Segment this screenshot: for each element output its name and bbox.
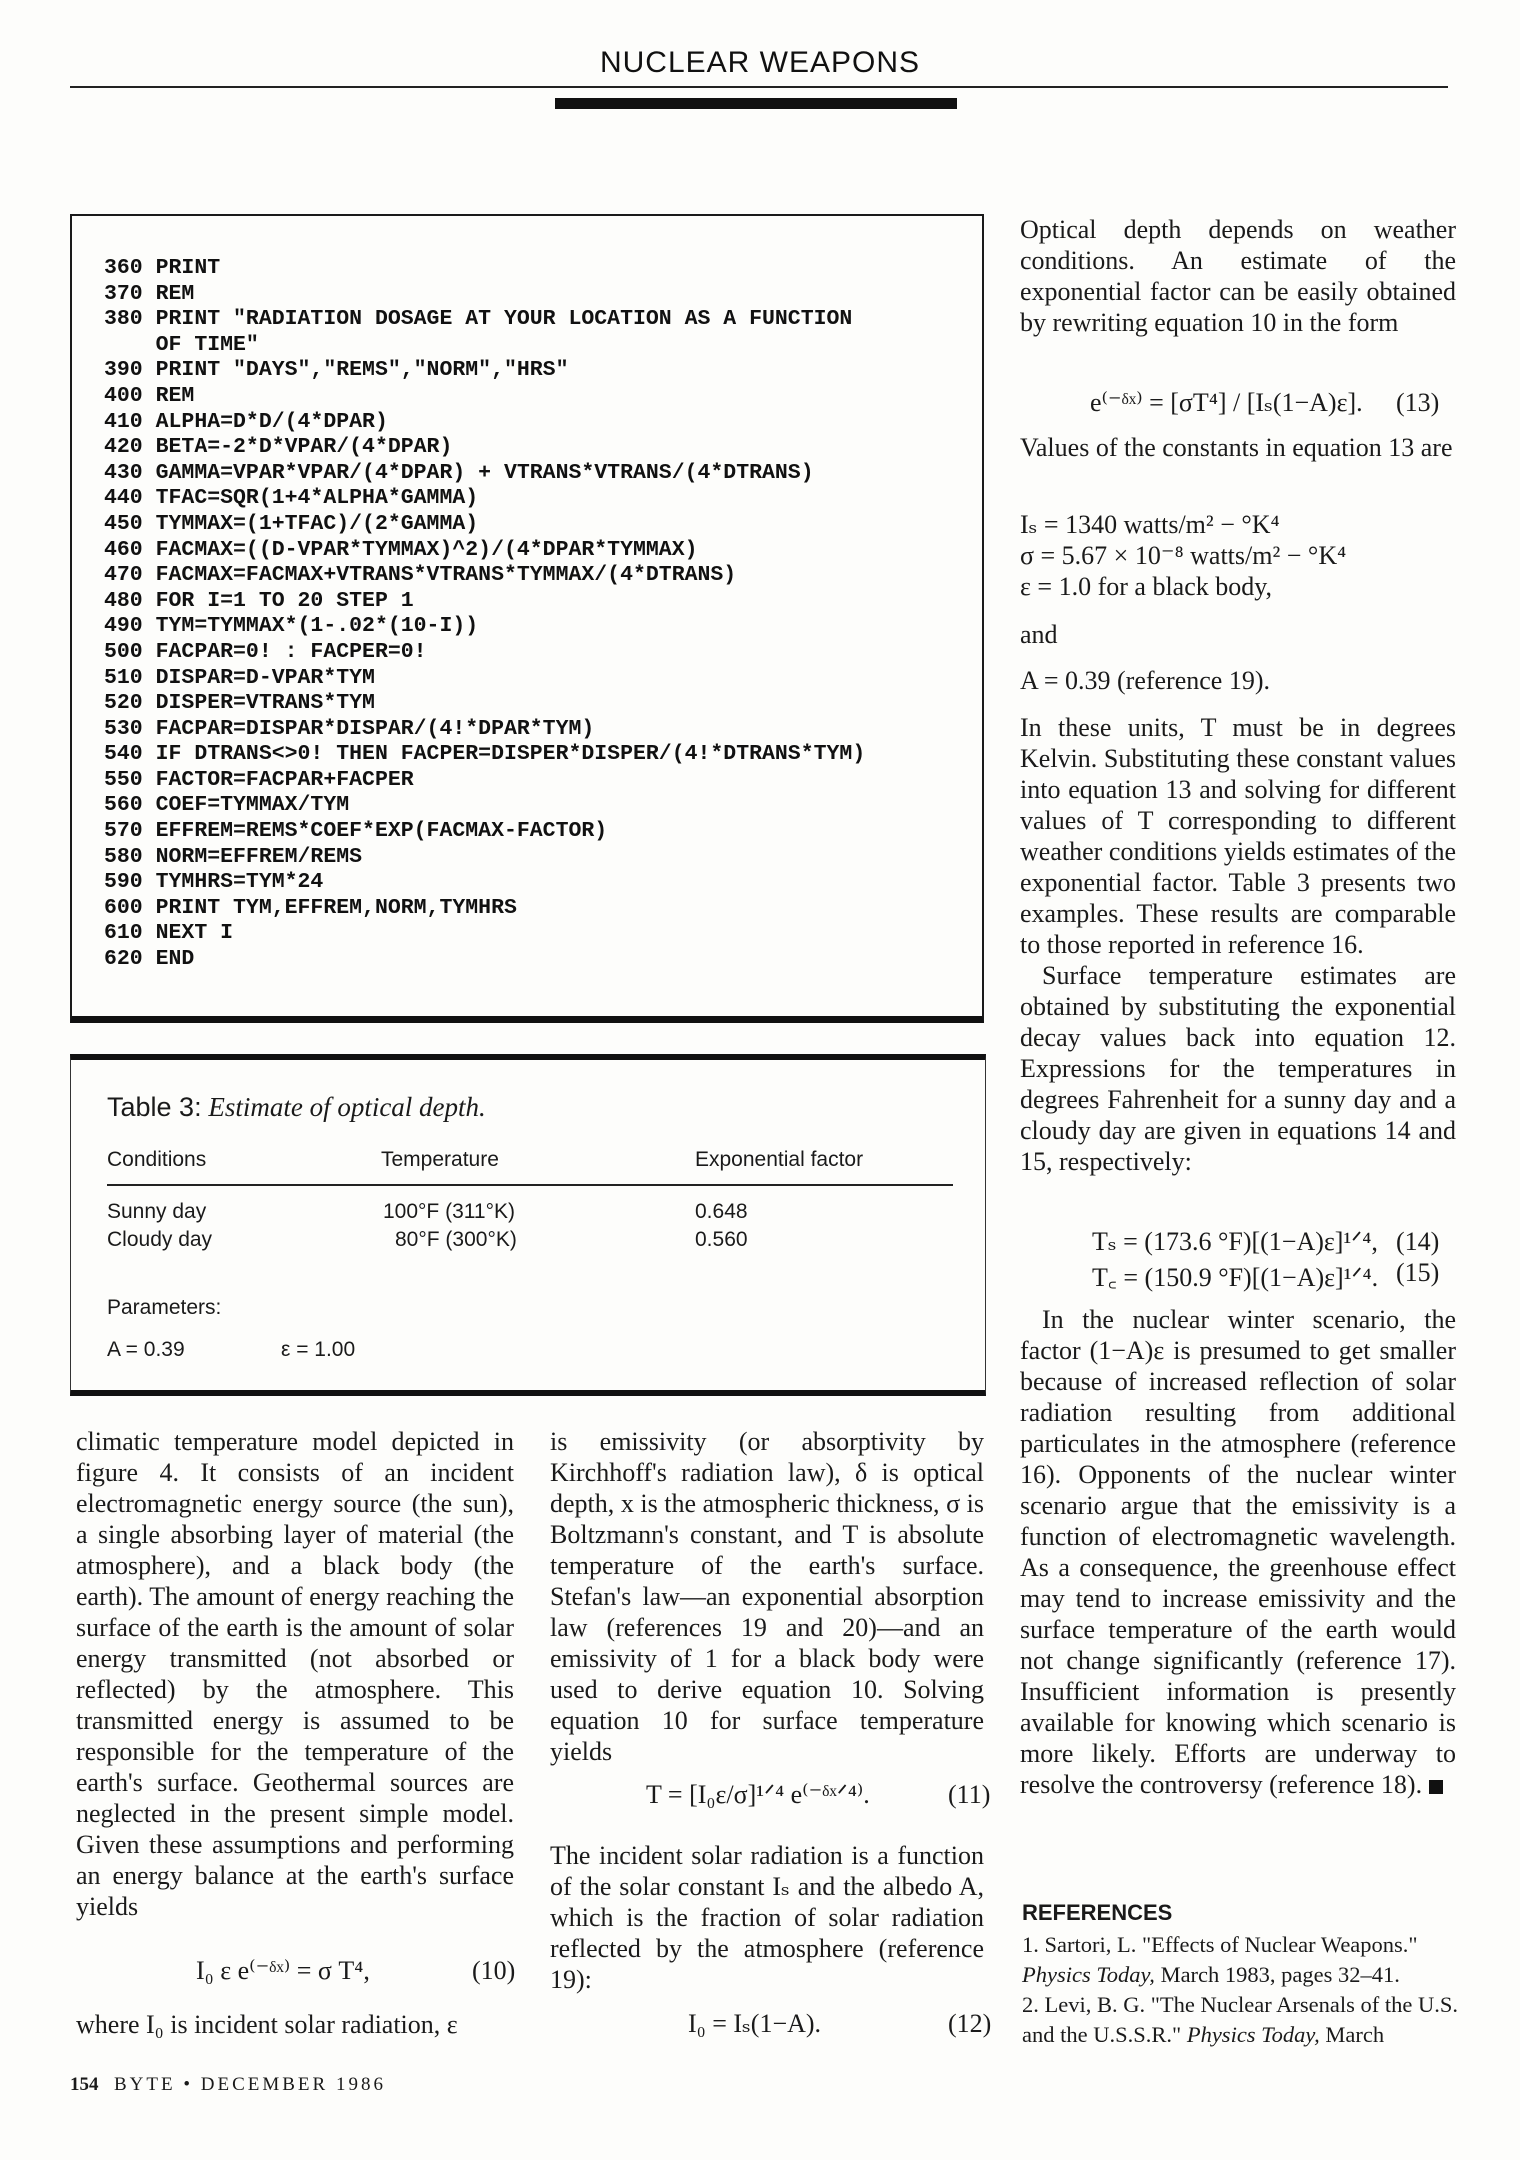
table-caption-text: Estimate of optical depth.	[208, 1092, 486, 1122]
equation-13-number: (13)	[1396, 388, 1440, 417]
magazine-issue: BYTE • DECEMBER 1986	[114, 2074, 386, 2095]
code-line: 560 COEF=TYMMAX/TYM	[104, 793, 350, 818]
code-line: 430 GAMMA=VPAR*VPAR/(4*DPAR) + VTRANS*VTRANS/(4*DTRANS)	[104, 460, 814, 485]
header-bar	[555, 98, 957, 109]
table-caption-label: Table 3:	[107, 1092, 202, 1122]
code-line: 370 REM	[104, 281, 195, 306]
code-line: 570 EFFREM=REMS*COEF*EXP(FACMAX-FACTOR)	[104, 819, 608, 844]
code-line: OF TIME"	[104, 332, 259, 357]
col2-paragraph-2: The incident solar radiation is a function of the solar constant Iₛ and the albedo A, which is the fraction of solar radiation reflected by the atmosphere (reference 19):	[550, 1841, 984, 1994]
table-cell: 80°F (300°K)	[395, 1228, 517, 1251]
equation-10: I₀ ε e⁽⁻ᵟˣ⁾ = σ T⁴,	[196, 1956, 370, 1985]
table-caption	[107, 1092, 486, 1123]
code-line: 600 PRINT TYM,EFFREM,NORM,TYMHRS	[104, 895, 517, 920]
page-number: 154	[70, 2074, 99, 2095]
table-cell: Sunny day	[107, 1200, 207, 1223]
code-line: 410 ALPHA=D*D/(4*DPAR)	[104, 409, 388, 434]
col3-paragraph-2: Values of the constants in equation 13 are	[1020, 433, 1453, 462]
code-line: 500 FACPAR=0! : FACPER=0!	[104, 639, 427, 664]
col3-paragraph-3: In these units, T must be in degrees Kelvin. Substituting these constant values into equation 13 and solving for different values of T corresponding to different weather conditions yields estimates of the exponential factor. Table 3 presents two examples. These results are comparable to those reported in reference 16. Surface temperature estimates are obtained by substituting the exponential decay values back into equation 12. Expressions for the temperatures in degrees Fahrenheit for a sunny day and a cloudy day are given in equations 14 and 15, respectively:	[1020, 713, 1456, 1176]
constant-a: A = 0.39 (reference 19).	[1020, 666, 1270, 695]
equation-10-number: (10)	[472, 1956, 516, 1985]
table-header-exponential: Exponential factor	[695, 1148, 864, 1171]
code-line: 380 PRINT "RADIATION DOSAGE AT YOUR LOCATION AS A FUNCTION	[104, 307, 853, 332]
constant-sigma: σ = 5.67 × 10⁻⁸ watts/m² − °K⁴	[1020, 541, 1347, 570]
col2-paragraph: is emissivity (or absorptivity by Kirchhoff's radiation law), δ is optical depth, x is the atmospheric thickness, σ is Boltzmann's constant, and T is absolute temperature of the earth's surface. Stefan's law—an exponential absorption law (references 19 and 20)—and an emissivity of 1 for a black body were used to derive equation 10. Solving equation 10 for surface temperature yields	[550, 1427, 984, 1766]
table-params-label: Parameters:	[107, 1296, 222, 1319]
code-line: 420 BETA=-2*D*VPAR/(4*DPAR)	[104, 435, 453, 460]
code-line: 550 FACTOR=FACPAR+FACPER	[104, 767, 414, 792]
code-line: 490 TYM=TYMMAX*(1-.02*(10-I))	[104, 614, 479, 639]
equation-14: Tₛ = (173.6 °F)[(1−A)ε]¹ᐟ⁴,	[1092, 1227, 1378, 1256]
col1-paragraph: climatic temperature model depicted in figure 4. It consists of an incident electromagnetic energy source (the sun), a single absorbing layer of material (the atmosphere), and a black body (the earth). The amount of energy reaching the surface of the earth is the amount of solar energy transmitted (not absorbed or reflected) by the atmosphere. This transmitted energy is assumed to be responsible for the temperature of the earth's surface. Geothermal sources are neglected in the present simple model. Given these assumptions and performing an energy balance at the earth's surface yields	[76, 1427, 514, 1921]
reference-item: 1. Sartori, L. "Effects of Nuclear Weapons." Physics Today, March 1983, pages 32–41.	[1022, 1932, 1418, 1987]
header-rule	[70, 86, 1448, 88]
code-line: 440 TFAC=SQR(1+4*ALPHA*GAMMA)	[104, 486, 479, 511]
table-header-conditions: Conditions	[107, 1148, 207, 1171]
page-footer	[70, 2074, 386, 2096]
table-cell: Cloudy day	[107, 1228, 213, 1251]
table-param-e: ε = 1.00	[281, 1338, 356, 1361]
table-rule	[107, 1184, 953, 1186]
table-cell: 0.648	[695, 1200, 748, 1223]
reference-item: 2. Levi, B. G. "The Nuclear Arsenals of the U.S. and the U.S.S.R." Physics Today, March	[1022, 1992, 1458, 2047]
table-cell: 0.560	[695, 1228, 748, 1251]
table-header-temperature: Temperature	[381, 1148, 499, 1171]
code-line: 620 END	[104, 947, 195, 972]
code-line: 460 FACMAX=((D-VPAR*TYMMAX)^2)/(4*DPAR*TYMMAX)	[104, 537, 698, 562]
code-line: 470 FACMAX=FACMAX+VTRANS*VTRANS*TYMMAX/(4*DTRANS)	[104, 563, 737, 588]
and-text: and	[1020, 620, 1058, 649]
equation-14-number: (14)	[1396, 1227, 1440, 1256]
code-line: 590 TYMHRS=TYM*24	[104, 870, 324, 895]
col1-tail: where I₀ is incident solar radiation, ε	[76, 2010, 458, 2039]
end-of-article-mark	[1429, 1780, 1443, 1794]
code-line: 450 TYMMAX=(1+TFAC)/(2*GAMMA)	[104, 511, 479, 536]
equation-11-number: (11)	[948, 1780, 991, 1809]
code-line: 530 FACPAR=DISPAR*DISPAR/(4!*DPAR*TYM)	[104, 716, 595, 741]
code-line: 390 PRINT "DAYS","REMS","NORM","HRS"	[104, 358, 569, 383]
code-line: 510 DISPAR=D-VPAR*TYM	[104, 665, 375, 690]
running-header: NUCLEAR WEAPONS	[599, 46, 921, 79]
constant-epsilon: ε = 1.0 for a black body,	[1020, 572, 1273, 601]
col3-paragraph-1: Optical depth depends on weather conditions. An estimate of the exponential factor can be easily obtained by rewriting equation 10 in the form	[1020, 215, 1456, 337]
constant-is: Iₛ = 1340 watts/m² − °K⁴	[1020, 510, 1280, 539]
code-line: 360 PRINT	[104, 256, 221, 280]
code-line: 400 REM	[104, 383, 195, 408]
table-param-a: A = 0.39	[107, 1338, 185, 1361]
equation-12-number: (12)	[948, 2009, 992, 2038]
code-line: 540 IF DTRANS<>0! THEN FACPER=DISPER*DISPER/(4!*DTRANS*TYM)	[104, 742, 866, 767]
equation-11: T = [I₀ε/σ]¹ᐟ⁴ e⁽⁻ᵟˣᐟ⁴⁾.	[646, 1780, 870, 1809]
code-line: 520 DISPER=VTRANS*TYM	[104, 691, 375, 716]
table-cell: 100°F (311°K)	[383, 1200, 515, 1223]
code-listing	[104, 256, 865, 973]
code-line: 610 NEXT I	[104, 921, 234, 946]
equation-12: I₀ = Iₛ(1−A).	[688, 2009, 822, 2038]
equation-15: T꜀ = (150.9 °F)[(1−A)ε]¹ᐟ⁴.	[1092, 1263, 1379, 1292]
code-listing-box	[70, 214, 984, 1023]
code-line: 580 NORM=EFFREM/REMS	[104, 844, 363, 869]
code-line: 480 FOR I=1 TO 20 STEP 1	[104, 588, 414, 613]
equation-13: e⁽⁻ᵟˣ⁾ = [σT⁴] / [Iₛ(1−A)ε].	[1090, 388, 1363, 417]
references-title: REFERENCES	[1022, 1900, 1173, 1925]
table-3	[70, 1054, 986, 1396]
equation-15-number: (15)	[1396, 1258, 1440, 1287]
col3-paragraph-5: In the nuclear winter scenario, the factor (1−A)ε is presumed to get smaller because of increased reflection of solar radiation resulting from additional particulates in the atmosphere (reference 16). Opponents of the nuclear winter scenario argue that the emissivity is a function of electromagnetic wavelength. As a consequence, the greenhouse effect may tend to increase emissivity and the surface temperature of the earth would not change significantly (reference 17). Insufficient information is presently available for knowing which scenario is more likely. Efforts are underway to resolve the controversy (reference 18).	[1020, 1305, 1456, 1799]
